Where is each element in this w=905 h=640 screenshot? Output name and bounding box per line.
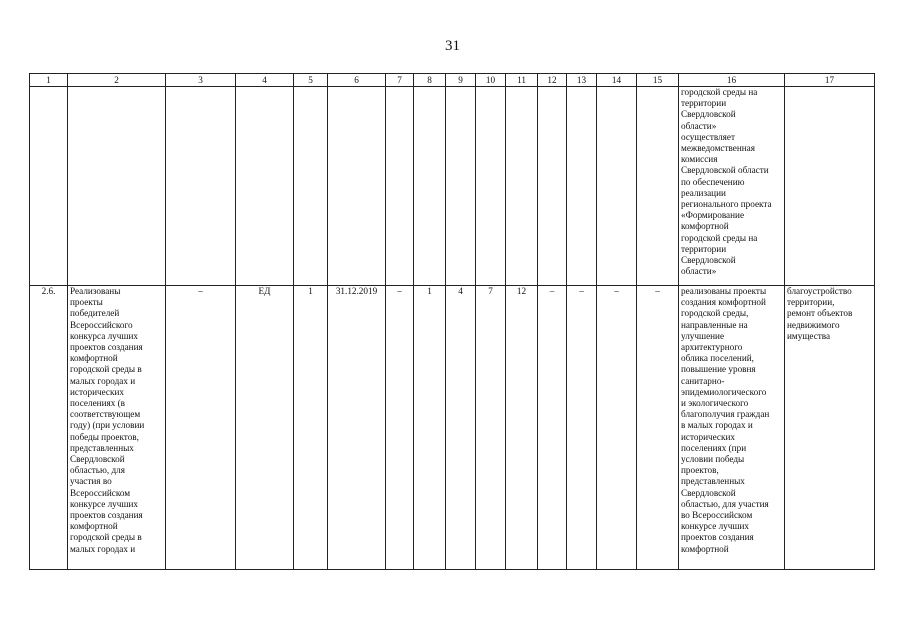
table-cell: – [597, 286, 637, 570]
table-cell: – [166, 286, 236, 570]
table-row [30, 286, 875, 570]
table-cell [68, 87, 166, 286]
table-cell [166, 87, 236, 286]
header-cell: 15 [637, 74, 679, 87]
table-cell [236, 87, 294, 286]
header-cell: 6 [328, 74, 386, 87]
value-cell: 7 [476, 286, 506, 570]
table-cell [637, 87, 679, 286]
base-date: 31.12.2019 [328, 286, 386, 570]
table-cell [476, 87, 506, 286]
header-cell: 17 [785, 74, 875, 87]
result-name: Реализованы проекты победителей Всероссийского конкурса лучших проектов создания комфортной городской среды в малых городах и исторических поселениях (в соответствующем году) (при условии победы проектов, представленных Свердловской областью, для участия во Всероссийском конкурсе лучших проектов создания комфортной городской среды в малых городах и [68, 286, 166, 570]
table-cell [30, 87, 68, 286]
table-row [30, 87, 875, 286]
result-description-cont: городской среды на территории Свердловской области» осуществляет межведомственная комиссия Свердловской области по обеспечению реализации регионального проекта «Формирование комфортной городской среды на территории Свердловской области» [679, 87, 785, 286]
table-cell [538, 87, 567, 286]
table-cell [567, 87, 597, 286]
header-cell: 13 [567, 74, 597, 87]
header-cell: 11 [506, 74, 538, 87]
table-cell [446, 87, 476, 286]
indicators-table [29, 73, 875, 570]
table-cell: – [567, 286, 597, 570]
header-cell: 12 [538, 74, 567, 87]
value-cell: 4 [446, 286, 476, 570]
header-cell: 2 [68, 74, 166, 87]
table-cell [597, 87, 637, 286]
header-cell: 4 [236, 74, 294, 87]
table-cell [785, 87, 875, 286]
table-header-row [30, 74, 875, 87]
result-characteristic: благоустройство территории, ремонт объектов недвижимого имущества [785, 286, 875, 570]
header-cell: 16 [679, 74, 785, 87]
table-cell: – [637, 286, 679, 570]
table-cell [328, 87, 386, 286]
row-number: 2.6. [30, 286, 68, 570]
header-cell: 3 [166, 74, 236, 87]
table-cell [506, 87, 538, 286]
header-cell: 8 [414, 74, 446, 87]
table-cell: – [386, 286, 414, 570]
table-cell [294, 87, 328, 286]
result-description: реализованы проекты создания комфортной городской среды, направленные на улучшение архитектурного облика поселений, повышение уровня санитарно- эпидемиологического и экологического благополучия граждан в малых городах и исторических поселениях (при условии победы проектов, представленных Свердловской областью, для участия во Всероссийском конкурсе лучших проектов создания комфортной [679, 286, 785, 570]
header-cell: 9 [446, 74, 476, 87]
header-cell: 10 [476, 74, 506, 87]
value-cell: 12 [506, 286, 538, 570]
header-cell: 7 [386, 74, 414, 87]
value-cell: 1 [414, 286, 446, 570]
table-cell [414, 87, 446, 286]
unit-cell: ЕД [236, 286, 294, 570]
header-cell: 14 [597, 74, 637, 87]
header-cell: 5 [294, 74, 328, 87]
page-number: 31 [445, 38, 460, 54]
header-cell: 1 [30, 74, 68, 87]
base-value: 1 [294, 286, 328, 570]
table-cell [386, 87, 414, 286]
table-cell: – [538, 286, 567, 570]
